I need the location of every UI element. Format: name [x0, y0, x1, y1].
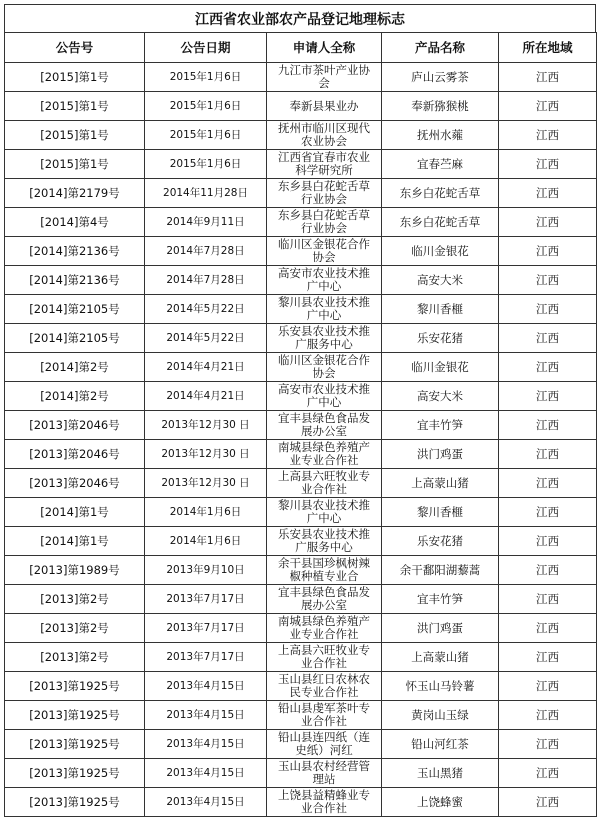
- cell-region: 江西: [499, 295, 597, 324]
- cell-region: 江西: [499, 266, 597, 295]
- cell-announcement-date: 2014年7月28日: [145, 266, 267, 295]
- cell-region: 江西: [499, 150, 597, 179]
- cell-product: 宜春苎麻: [382, 150, 499, 179]
- cell-product: 上高蒙山猪: [382, 643, 499, 672]
- cell-announcement-date: 2014年11月28日: [145, 179, 267, 208]
- cell-applicant: 高安市农业技术推广中心: [267, 266, 382, 295]
- cell-applicant: 宜丰县绿色食品发展办公室: [267, 411, 382, 440]
- table-row: [5, 63, 597, 92]
- header-announcement-date: 公告日期: [145, 33, 267, 63]
- cell-region: 江西: [499, 701, 597, 730]
- cell-region: 江西: [499, 730, 597, 759]
- cell-announcement-no: [2013]第1989号: [5, 556, 145, 585]
- cell-product: 宜丰竹笋: [382, 585, 499, 614]
- table-row: [5, 237, 597, 266]
- cell-announcement-no: [2014]第2136号: [5, 266, 145, 295]
- table-row: [5, 498, 597, 527]
- cell-region: 江西: [499, 237, 597, 266]
- cell-applicant: 临川区金银花合作协会: [267, 237, 382, 266]
- sheet-title: 江西省农业部农产品登记地理标志: [4, 4, 596, 32]
- cell-announcement-date: 2014年5月22日: [145, 295, 267, 324]
- table-row: [5, 469, 597, 498]
- cell-announcement-date: 2014年1月6日: [145, 498, 267, 527]
- cell-announcement-no: [2015]第1号: [5, 92, 145, 121]
- cell-applicant: 上高县六旺牧业专业合作社: [267, 643, 382, 672]
- cell-region: 江西: [499, 411, 597, 440]
- cell-product: 高安大米: [382, 266, 499, 295]
- cell-applicant: 江西省宜春市农业科学研究所: [267, 150, 382, 179]
- cell-product: 上高蒙山猪: [382, 469, 499, 498]
- cell-product: 奉新猕猴桃: [382, 92, 499, 121]
- cell-region: 江西: [499, 672, 597, 701]
- cell-announcement-no: [2013]第1925号: [5, 701, 145, 730]
- cell-announcement-no: [2013]第1925号: [5, 788, 145, 817]
- cell-announcement-date: 2014年4月21日: [145, 382, 267, 411]
- header-announcement-no: 公告号: [5, 33, 145, 63]
- cell-announcement-date: 2014年4月21日: [145, 353, 267, 382]
- cell-applicant: 宜丰县绿色食品发展办公室: [267, 585, 382, 614]
- cell-announcement-date: 2013年7月17日: [145, 614, 267, 643]
- cell-announcement-no: [2013]第2号: [5, 614, 145, 643]
- cell-region: 江西: [499, 759, 597, 788]
- cell-announcement-no: [2013]第1925号: [5, 672, 145, 701]
- cell-product: 临川金银花: [382, 237, 499, 266]
- cell-announcement-no: [2014]第2号: [5, 382, 145, 411]
- cell-announcement-date: 2014年9月11日: [145, 208, 267, 237]
- cell-announcement-no: [2013]第2号: [5, 585, 145, 614]
- cell-product: 余干鄱阳湖藜蒿: [382, 556, 499, 585]
- cell-region: 江西: [499, 63, 597, 92]
- table-row: [5, 556, 597, 585]
- cell-announcement-no: [2014]第2136号: [5, 237, 145, 266]
- cell-applicant: 铅山县虔军茶叶专业合作社: [267, 701, 382, 730]
- cell-applicant: 上饶县益精蜂业专业合作社: [267, 788, 382, 817]
- cell-announcement-no: [2015]第1号: [5, 150, 145, 179]
- cell-announcement-no: [2014]第1号: [5, 498, 145, 527]
- cell-product: 黄岗山玉绿: [382, 701, 499, 730]
- cell-announcement-date: 2013年7月17日: [145, 643, 267, 672]
- cell-announcement-no: [2014]第4号: [5, 208, 145, 237]
- cell-product: 乐安花猪: [382, 324, 499, 353]
- cell-applicant: 玉山县红日农林农民专业合作社: [267, 672, 382, 701]
- table-row: [5, 295, 597, 324]
- cell-region: 江西: [499, 92, 597, 121]
- cell-announcement-date: 2014年1月6日: [145, 527, 267, 556]
- cell-announcement-no: [2013]第2046号: [5, 469, 145, 498]
- cell-announcement-date: 2013年4月15日: [145, 730, 267, 759]
- cell-region: 江西: [499, 353, 597, 382]
- cell-announcement-date: 2013年4月15日: [145, 672, 267, 701]
- registration-sheet: [4, 4, 596, 817]
- cell-region: 江西: [499, 643, 597, 672]
- cell-region: 江西: [499, 585, 597, 614]
- cell-announcement-no: [2013]第2046号: [5, 411, 145, 440]
- cell-applicant: 东乡县白花蛇舌草行业协会: [267, 179, 382, 208]
- cell-applicant: 高安市农业技术推广中心: [267, 382, 382, 411]
- table-row: [5, 353, 597, 382]
- table-row: [5, 730, 597, 759]
- table-row: [5, 92, 597, 121]
- cell-product: 临川金银花: [382, 353, 499, 382]
- table-row: [5, 382, 597, 411]
- cell-product: 黎川香榧: [382, 295, 499, 324]
- cell-product: 洪门鸡蛋: [382, 614, 499, 643]
- cell-announcement-date: 2013年12月30 日: [145, 469, 267, 498]
- cell-announcement-no: [2014]第2105号: [5, 324, 145, 353]
- cell-product: 宜丰竹笋: [382, 411, 499, 440]
- table-row: [5, 788, 597, 817]
- cell-announcement-date: 2014年5月22日: [145, 324, 267, 353]
- table-row: [5, 179, 597, 208]
- cell-announcement-no: [2014]第2号: [5, 353, 145, 382]
- cell-applicant: 乐安县农业技术推广服务中心: [267, 527, 382, 556]
- cell-applicant: 南城县绿色养殖产业专业合作社: [267, 440, 382, 469]
- cell-region: 江西: [499, 527, 597, 556]
- table-row: [5, 266, 597, 295]
- cell-announcement-date: 2013年9月10日: [145, 556, 267, 585]
- cell-announcement-no: [2014]第2179号: [5, 179, 145, 208]
- cell-region: 江西: [499, 121, 597, 150]
- cell-product: 东乡白花蛇舌草: [382, 208, 499, 237]
- cell-applicant: 抚州市临川区现代农业协会: [267, 121, 382, 150]
- cell-region: 江西: [499, 469, 597, 498]
- cell-announcement-date: 2013年4月15日: [145, 701, 267, 730]
- cell-announcement-no: [2015]第1号: [5, 63, 145, 92]
- cell-announcement-date: 2013年12月30 日: [145, 411, 267, 440]
- table-row: [5, 759, 597, 788]
- cell-product: 玉山黑猪: [382, 759, 499, 788]
- table-row: [5, 672, 597, 701]
- table-row: [5, 150, 597, 179]
- cell-announcement-no: [2014]第1号: [5, 527, 145, 556]
- table-row: [5, 643, 597, 672]
- cell-applicant: 黎川县农业技术推广中心: [267, 498, 382, 527]
- cell-product: 乐安花猪: [382, 527, 499, 556]
- table-row: [5, 527, 597, 556]
- cell-applicant: 上高县六旺牧业专业合作社: [267, 469, 382, 498]
- cell-region: 江西: [499, 556, 597, 585]
- cell-announcement-date: 2015年1月6日: [145, 150, 267, 179]
- cell-product: 怀玉山马铃薯: [382, 672, 499, 701]
- cell-applicant: 余干县国珍枫树辣椒种植专业合: [267, 556, 382, 585]
- cell-product: 东乡白花蛇舌草: [382, 179, 499, 208]
- table-row: [5, 440, 597, 469]
- cell-product: 上饶蜂蜜: [382, 788, 499, 817]
- table-row: [5, 701, 597, 730]
- table-row: [5, 411, 597, 440]
- cell-announcement-no: [2015]第1号: [5, 121, 145, 150]
- cell-announcement-date: 2014年7月28日: [145, 237, 267, 266]
- table-row: [5, 585, 597, 614]
- cell-announcement-date: 2013年4月15日: [145, 759, 267, 788]
- cell-announcement-date: 2015年1月6日: [145, 121, 267, 150]
- cell-announcement-date: 2013年12月30 日: [145, 440, 267, 469]
- cell-product: 抚州水蕹: [382, 121, 499, 150]
- table-header-row: [5, 33, 597, 63]
- cell-announcement-no: [2014]第2105号: [5, 295, 145, 324]
- cell-applicant: 临川区金银花合作协会: [267, 353, 382, 382]
- cell-announcement-date: 2013年7月17日: [145, 585, 267, 614]
- cell-announcement-date: 2015年1月6日: [145, 63, 267, 92]
- cell-product: 洪门鸡蛋: [382, 440, 499, 469]
- cell-announcement-no: [2013]第2046号: [5, 440, 145, 469]
- cell-region: 江西: [499, 179, 597, 208]
- cell-region: 江西: [499, 440, 597, 469]
- cell-region: 江西: [499, 382, 597, 411]
- cell-region: 江西: [499, 788, 597, 817]
- table-row: [5, 324, 597, 353]
- cell-announcement-no: [2013]第2号: [5, 643, 145, 672]
- table-row: [5, 208, 597, 237]
- cell-product: 铅山河红茶: [382, 730, 499, 759]
- header-region: 所在地域: [499, 33, 597, 63]
- cell-region: 江西: [499, 614, 597, 643]
- cell-product: 黎川香榧: [382, 498, 499, 527]
- cell-applicant: 东乡县白花蛇舌草行业协会: [267, 208, 382, 237]
- cell-product: 庐山云雾茶: [382, 63, 499, 92]
- cell-applicant: 南城县绿色养殖产业专业合作社: [267, 614, 382, 643]
- cell-applicant: 玉山县农村经营管理站: [267, 759, 382, 788]
- cell-applicant: 奉新县果业办: [267, 92, 382, 121]
- cell-region: 江西: [499, 208, 597, 237]
- header-product: 产品名称: [382, 33, 499, 63]
- cell-region: 江西: [499, 324, 597, 353]
- cell-announcement-no: [2013]第1925号: [5, 759, 145, 788]
- header-applicant: 申请人全称: [267, 33, 382, 63]
- cell-product: 高安大米: [382, 382, 499, 411]
- cell-applicant: 乐安县农业技术推广服务中心: [267, 324, 382, 353]
- cell-announcement-date: 2013年4月15日: [145, 788, 267, 817]
- cell-announcement-date: 2015年1月6日: [145, 92, 267, 121]
- table-row: [5, 614, 597, 643]
- table-row: [5, 121, 597, 150]
- cell-region: 江西: [499, 498, 597, 527]
- cell-applicant: 铅山县连四纸（连史纸）河红: [267, 730, 382, 759]
- cell-applicant: 九江市茶叶产业协会: [267, 63, 382, 92]
- cell-announcement-no: [2013]第1925号: [5, 730, 145, 759]
- gi-registration-table: [4, 32, 597, 817]
- cell-applicant: 黎川县农业技术推广中心: [267, 295, 382, 324]
